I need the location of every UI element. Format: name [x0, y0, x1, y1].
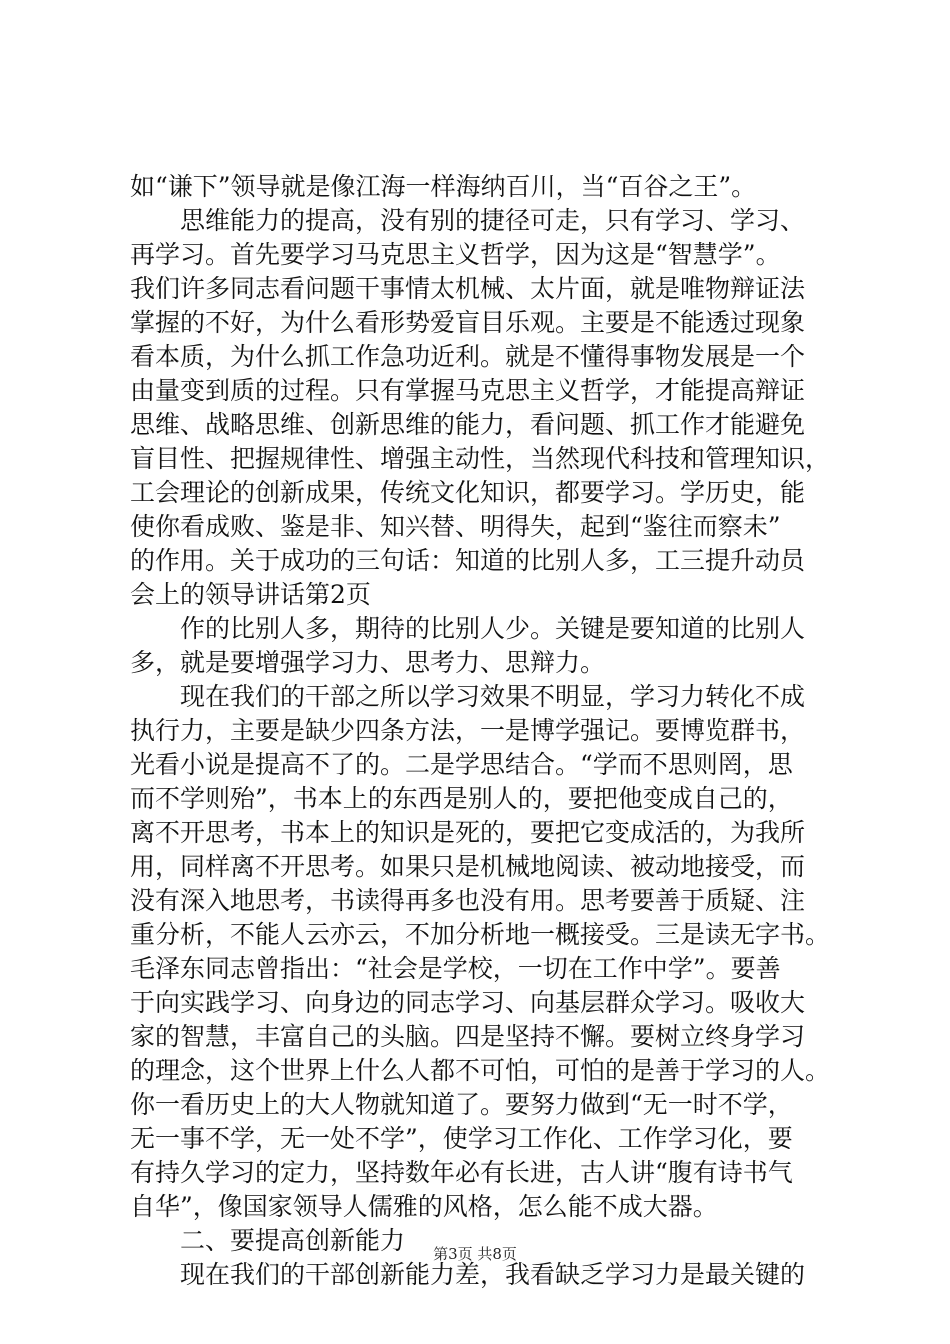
text-line: 现在我们的干部之所以学习效果不明显，学习力转化不成	[180, 682, 806, 711]
text-line: 会上的领导讲话第2页	[130, 580, 371, 609]
text-line: 现在我们的干部创新能力差，我看缺乏学习力是最关键的	[180, 1260, 806, 1289]
text-line: 由量变到质的过程。只有掌握马克思主义哲学，才能提高辩证	[130, 376, 806, 405]
text-line: 思维、战略思维、创新思维的能力，看问题、抓工作才能避免	[130, 410, 806, 439]
page-footer: 第3页 共8页	[433, 1245, 517, 1263]
text-line: 工会理论的创新成果，传统文化知识，都要学习。学历史，能	[130, 478, 806, 507]
text-line: 多，就是要增强学习力、思考力、思辩力。	[130, 648, 606, 677]
text-line: 离不开思考，书本上的知识是死的，要把它变成活的，为我所	[130, 818, 806, 847]
text-line: 使你看成败、鉴是非、知兴替、明得失，起到“鉴往而察未”	[130, 512, 781, 541]
text-line: 掌握的不好，为什么看形势爱盲目乐观。主要是不能透过现象	[130, 308, 806, 337]
text-line: 有持久学习的定力，坚持数年必有长进，古人讲“腹有诗书气	[130, 1158, 793, 1187]
text-line: 而不学则殆”，书本上的东西是别人的，要把他变成自己的，	[130, 784, 793, 813]
text-line: 再学习。首先要学习马克思主义哲学，因为这是“智慧学”。	[130, 240, 781, 269]
text-line: 二、要提高创新能力	[180, 1226, 406, 1255]
text-line: 重分析，不能人云亦云，不加分析地一概接受。三是读无字书。	[130, 920, 831, 949]
text-line: 家的智慧，丰富自己的头脑。四是坚持不懈。要树立终身学习	[130, 1022, 806, 1051]
text-line: 看本质，为什么抓工作急功近利。就是不懂得事物发展是一个	[130, 342, 806, 371]
text-line: 思维能力的提高，没有别的捷径可走，只有学习、学习、	[180, 206, 806, 235]
text-line: 如“谦下”领导就是像江海一样海纳百川，当“百谷之王”。	[130, 172, 757, 201]
text-line: 的作用。关于成功的三句话：知道的比别人多，工三提升动员	[130, 546, 806, 575]
text-line: 毛泽东同志曾指出：“社会是学校，一切在工作中学”。要善	[130, 954, 781, 983]
text-line: 无一事不学，无一处不学”，使学习工作化、工作学习化，要	[130, 1124, 793, 1153]
text-line: 我们许多同志看问题干事情太机械、太片面，就是唯物辩证法	[130, 274, 806, 303]
text-line: 光看小说是提高不了的。二是学思结合。“学而不思则罔，思	[130, 750, 793, 779]
text-line: 于向实践学习、向身边的同志学习、向基层群众学习。吸收大	[130, 988, 806, 1017]
text-line: 你一看历史上的大人物就知道了。要努力做到“无一时不学，	[130, 1090, 793, 1119]
text-line: 没有深入地思考，书读得再多也没有用。思考要善于质疑、注	[130, 886, 806, 915]
text-line: 的理念，这个世界上什么人都不可怕，可怕的是善于学习的人。	[130, 1056, 831, 1085]
text-line: 盲目性、把握规律性、增强主动性，当然现代科技和管理知识，	[130, 444, 831, 473]
text-line: 执行力，主要是缺少四条方法，一是博学强记。要博览群书，	[130, 716, 806, 745]
text-line: 用，同样离不开思考。如果只是机械地阅读、被动地接受，而	[130, 852, 806, 881]
text-line: 自华”，像国家领导人儒雅的风格，怎么能不成大器。	[130, 1192, 718, 1221]
document-body	[130, 170, 830, 1292]
text-line: 作的比别人多，期待的比别人少。关键是要知道的比别人	[180, 614, 806, 643]
